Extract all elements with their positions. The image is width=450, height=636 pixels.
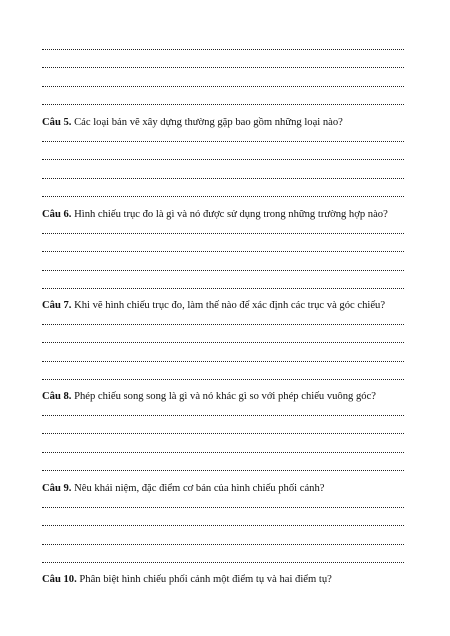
question-number: Câu 5. bbox=[42, 117, 72, 128]
question-number: Câu 9. bbox=[42, 483, 72, 494]
answer-line bbox=[42, 507, 404, 508]
question-number: Câu 10. bbox=[42, 574, 77, 585]
answer-line bbox=[42, 86, 404, 87]
answer-line bbox=[42, 433, 404, 434]
question-text: Các loại bản vẽ xây dựng thường gặp bao gồm những loại nào? bbox=[74, 117, 343, 128]
question-6 bbox=[42, 208, 410, 221]
question-9 bbox=[42, 482, 410, 495]
answer-line bbox=[42, 49, 404, 50]
answer-line bbox=[42, 544, 404, 545]
question-text: Hình chiếu trục đo là gì và nó được sử dụng trong những trường hợp nào? bbox=[74, 209, 388, 220]
question-number: Câu 7. bbox=[42, 300, 72, 311]
answer-line bbox=[42, 67, 404, 68]
question-5 bbox=[42, 116, 410, 129]
answer-line bbox=[42, 288, 404, 289]
answer-line bbox=[42, 324, 404, 325]
answer-line bbox=[42, 159, 404, 160]
answer-line bbox=[42, 233, 404, 234]
answer-line bbox=[42, 178, 404, 179]
answer-line bbox=[42, 196, 404, 197]
answer-line bbox=[42, 379, 404, 380]
question-8 bbox=[42, 390, 410, 403]
answer-line bbox=[42, 525, 404, 526]
question-text: Phân biệt hình chiếu phối cảnh một điểm tụ và hai điểm tụ? bbox=[79, 574, 332, 585]
question-number: Câu 8. bbox=[42, 391, 72, 402]
question-text: Nêu khái niệm, đặc điểm cơ bản của hình chiếu phối cảnh? bbox=[74, 483, 325, 494]
answer-line bbox=[42, 452, 404, 453]
answer-line bbox=[42, 470, 404, 471]
answer-line bbox=[42, 141, 404, 142]
question-7 bbox=[42, 299, 410, 312]
question-text: Phép chiếu song song là gì và nó khác gì so với phép chiếu vuông góc? bbox=[74, 391, 376, 402]
answer-line bbox=[42, 104, 404, 105]
answer-line bbox=[42, 562, 404, 563]
answer-line bbox=[42, 270, 404, 271]
question-10 bbox=[42, 573, 410, 586]
question-text: Khi vẽ hình chiếu trục đo, làm thế nào để xác định các trục và góc chiếu? bbox=[74, 300, 386, 311]
answer-line bbox=[42, 251, 404, 252]
question-number: Câu 6. bbox=[42, 209, 72, 220]
answer-line bbox=[42, 361, 404, 362]
answer-line bbox=[42, 415, 404, 416]
answer-line bbox=[42, 342, 404, 343]
